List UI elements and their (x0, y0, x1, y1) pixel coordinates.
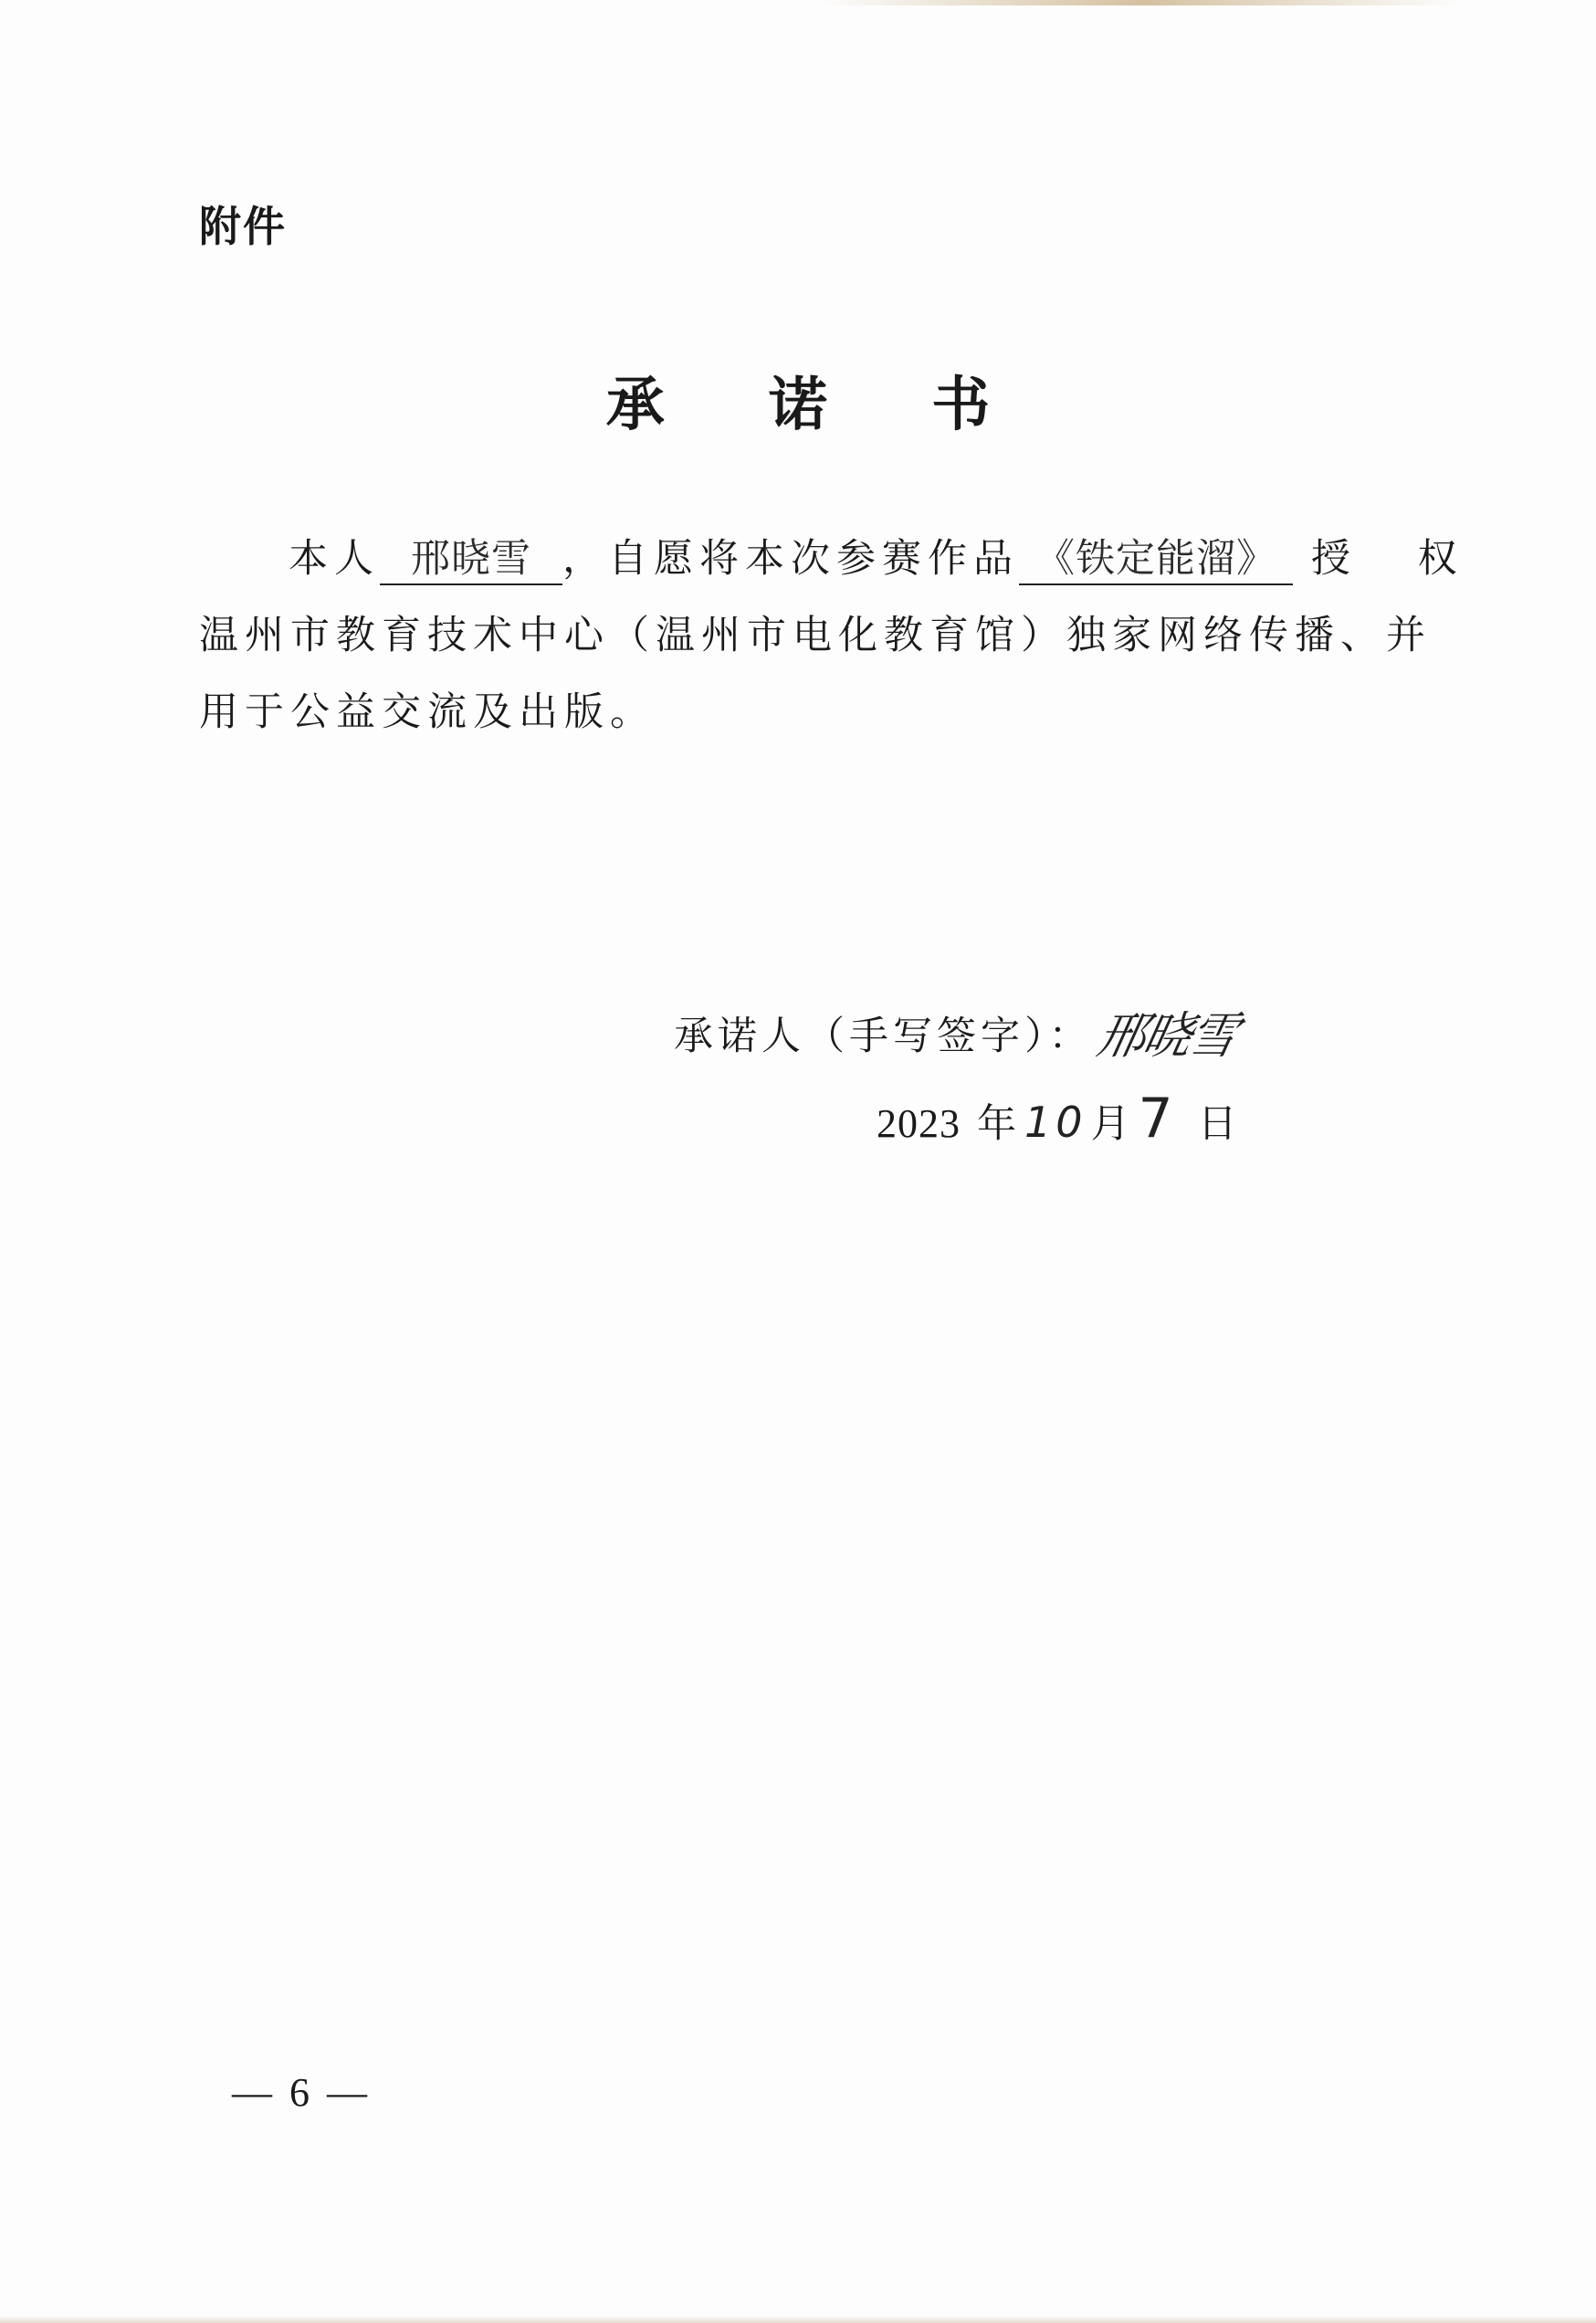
signature-line (674, 995, 1242, 1077)
page-number: — 6 — (232, 2070, 371, 2115)
line1-middle: ，自愿将本次参赛作品 (562, 536, 1019, 582)
line1-suffix: 授 权 (1311, 536, 1485, 582)
line1-prefix: 本人 (289, 536, 380, 582)
date-year-unit: 年 (977, 1101, 1021, 1147)
date-year: 2023 (877, 1101, 961, 1146)
handwritten-work-title: 《铁定能溜》 (1019, 534, 1293, 585)
document-title: 承 诺 书 (605, 372, 1033, 439)
handwritten-signer-name: 邢晓雪 (380, 534, 562, 585)
paper-top-edge-shadow (822, 0, 1461, 5)
pledge-body (199, 520, 1485, 751)
paper-bottom-edge-shadow (0, 2316, 1596, 2323)
date-line (674, 1077, 1242, 1165)
pledge-line-2: 温州市教育技术中心（温州市电化教育馆）独家网络传播、并 (199, 613, 1432, 658)
pledge-line-1 (199, 520, 1485, 597)
handwritten-signature: 邢晓雪 (1091, 1007, 1242, 1066)
pledge-line-3: 用于公益交流及出版。 (199, 689, 656, 735)
signature-block (674, 995, 1242, 1165)
handwritten-month: 10 (1024, 1098, 1087, 1147)
date-day-unit: 日 (1197, 1101, 1242, 1147)
date-month-unit: 月 (1090, 1101, 1135, 1147)
signature-label: 承诺人（手写签字）： (674, 1014, 1093, 1059)
attachment-label: 附件 (199, 202, 287, 251)
handwritten-day: 7 (1138, 1087, 1178, 1151)
